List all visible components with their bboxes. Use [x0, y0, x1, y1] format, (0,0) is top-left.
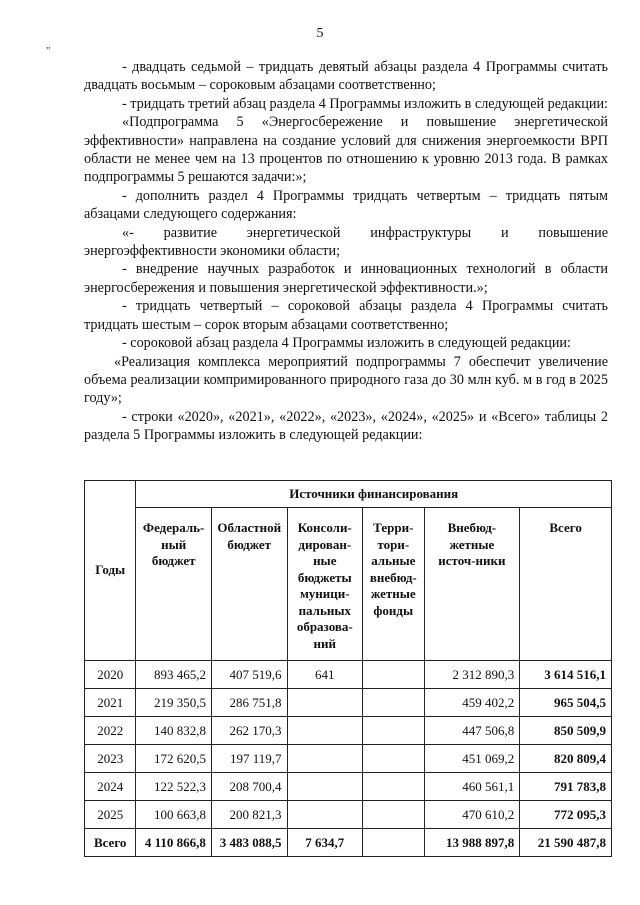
cell-municipal	[287, 745, 363, 773]
cell-total: 772 095,3	[520, 801, 612, 829]
cell-municipal: 7 634,7	[287, 829, 363, 857]
paragraph: - тридцать четвертый – сороковой абзацы раздела 4 Программы считать тридцать шестым – сорок вторым абзацами соответственно;	[84, 298, 608, 333]
paragraph: - дополнить раздел 4 Программы тридцать четвертым – тридцать пятым абзацами следующего содержания:	[84, 187, 608, 223]
cell-year: 2025	[85, 801, 136, 829]
header-total: Всего	[520, 508, 612, 661]
table-row	[85, 689, 612, 717]
page-number: 5	[316, 26, 324, 41]
cell-year: 2021	[85, 689, 136, 717]
table-row	[85, 773, 612, 801]
cell-total: 3 614 516,1	[520, 661, 612, 689]
cell-extra: 447 506,8	[424, 717, 520, 745]
cell-extra: 451 069,2	[424, 745, 520, 773]
cell-federal: 219 350,5	[136, 689, 212, 717]
cell-municipal	[287, 801, 363, 829]
paragraph: - строки «2020», «2021», «2022», «2023», «2024», «2025» и «Всего» таблицы 2 раздела 5 Программы изложить в следующей редакции:	[84, 408, 608, 444]
paragraph: «Подпрограмма 5 «Энергосбережение и повышение энергетической эффективности» направлена на создание условий для снижения энергоемкости ВРП области не менее чем на 13 процентов по отношению к уровню 2013 года. В рамках подпрограммы 5 решаются задачи:»;	[84, 114, 608, 186]
cell-federal: 893 465,2	[136, 661, 212, 689]
table-total-row	[85, 829, 612, 857]
paragraph: «Реализация комплекса мероприятий подпрограммы 7 обеспечит увеличение объема реализации компримированного природного газа до 30 млн куб. м в год в 2025 году»;	[84, 353, 608, 407]
cell-territorial	[363, 689, 424, 717]
cell-regional: 286 751,8	[211, 689, 287, 717]
cell-year: 2020	[85, 661, 136, 689]
cell-regional: 262 170,3	[211, 717, 287, 745]
cell-municipal	[287, 717, 363, 745]
cell-total: 21 590 487,8	[520, 829, 612, 857]
cell-extra: 2 312 890,3	[424, 661, 520, 689]
header-sources: Источники финансирования	[136, 481, 612, 508]
cell-territorial	[363, 745, 424, 773]
table-row	[85, 661, 612, 689]
cell-territorial	[363, 773, 424, 801]
cell-year: 2022	[85, 717, 136, 745]
cell-total: 791 783,8	[520, 773, 612, 801]
body-text	[84, 58, 608, 445]
header-extra: Внебюд-жетные источ-ники	[424, 508, 520, 661]
cell-extra: 13 988 897,8	[424, 829, 520, 857]
cell-year: Всего	[85, 829, 136, 857]
cell-territorial	[363, 801, 424, 829]
table-row	[85, 801, 612, 829]
paragraph: «- развитие энергетической инфраструктуры и повышение энергоэффективности экономики области;	[84, 224, 608, 260]
cell-regional: 197 119,7	[211, 745, 287, 773]
cell-extra: 460 561,1	[424, 773, 520, 801]
table-row	[85, 745, 612, 773]
paragraph: - внедрение научных разработок и инновационных технологий в области энергосбережения и повышения энергетической эффективности.»;	[84, 261, 608, 296]
cell-municipal	[287, 773, 363, 801]
cell-total: 820 809,4	[520, 745, 612, 773]
header-federal: Федераль-ный бюджет	[136, 508, 212, 661]
header-years: Годы	[85, 481, 136, 661]
cell-federal: 100 663,8	[136, 801, 212, 829]
cell-regional: 208 700,4	[211, 773, 287, 801]
cell-regional: 200 821,3	[211, 801, 287, 829]
cell-federal: 172 620,5	[136, 745, 212, 773]
margin-mark: „	[46, 40, 51, 51]
table-row	[85, 717, 612, 745]
cell-territorial	[363, 717, 424, 745]
cell-federal: 140 832,8	[136, 717, 212, 745]
header-municipal: Консоли-дирован-ные бюджеты муници-пальных образова-ний	[287, 508, 363, 661]
cell-year: 2024	[85, 773, 136, 801]
cell-total: 965 504,5	[520, 689, 612, 717]
cell-regional: 407 519,6	[211, 661, 287, 689]
paragraph: - тридцать третий абзац раздела 4 Программы изложить в следующей редакции:	[122, 95, 609, 112]
header-regional: Областной бюджет	[211, 508, 287, 661]
cell-municipal	[287, 689, 363, 717]
cell-territorial	[363, 661, 424, 689]
paragraph: - двадцать седьмой – тридцать девятый абзацы раздела 4 Программы считать двадцать восьмым – сороковым абзацами соответственно;	[84, 59, 608, 94]
cell-regional: 3 483 088,5	[211, 829, 287, 857]
cell-federal: 122 522,3	[136, 773, 212, 801]
cell-total: 850 509,9	[520, 717, 612, 745]
financing-table	[84, 480, 612, 857]
cell-extra: 459 402,2	[424, 689, 520, 717]
paragraph: - сороковой абзац раздела 4 Программы изложить в следующей редакции:	[122, 335, 571, 352]
cell-federal: 4 110 866,8	[136, 829, 212, 857]
cell-extra: 470 610,2	[424, 801, 520, 829]
header-territorial: Терри-тори-альные внебюд-жетные фонды	[363, 508, 424, 661]
cell-year: 2023	[85, 745, 136, 773]
cell-municipal: 641	[287, 661, 363, 689]
cell-territorial	[363, 829, 424, 857]
